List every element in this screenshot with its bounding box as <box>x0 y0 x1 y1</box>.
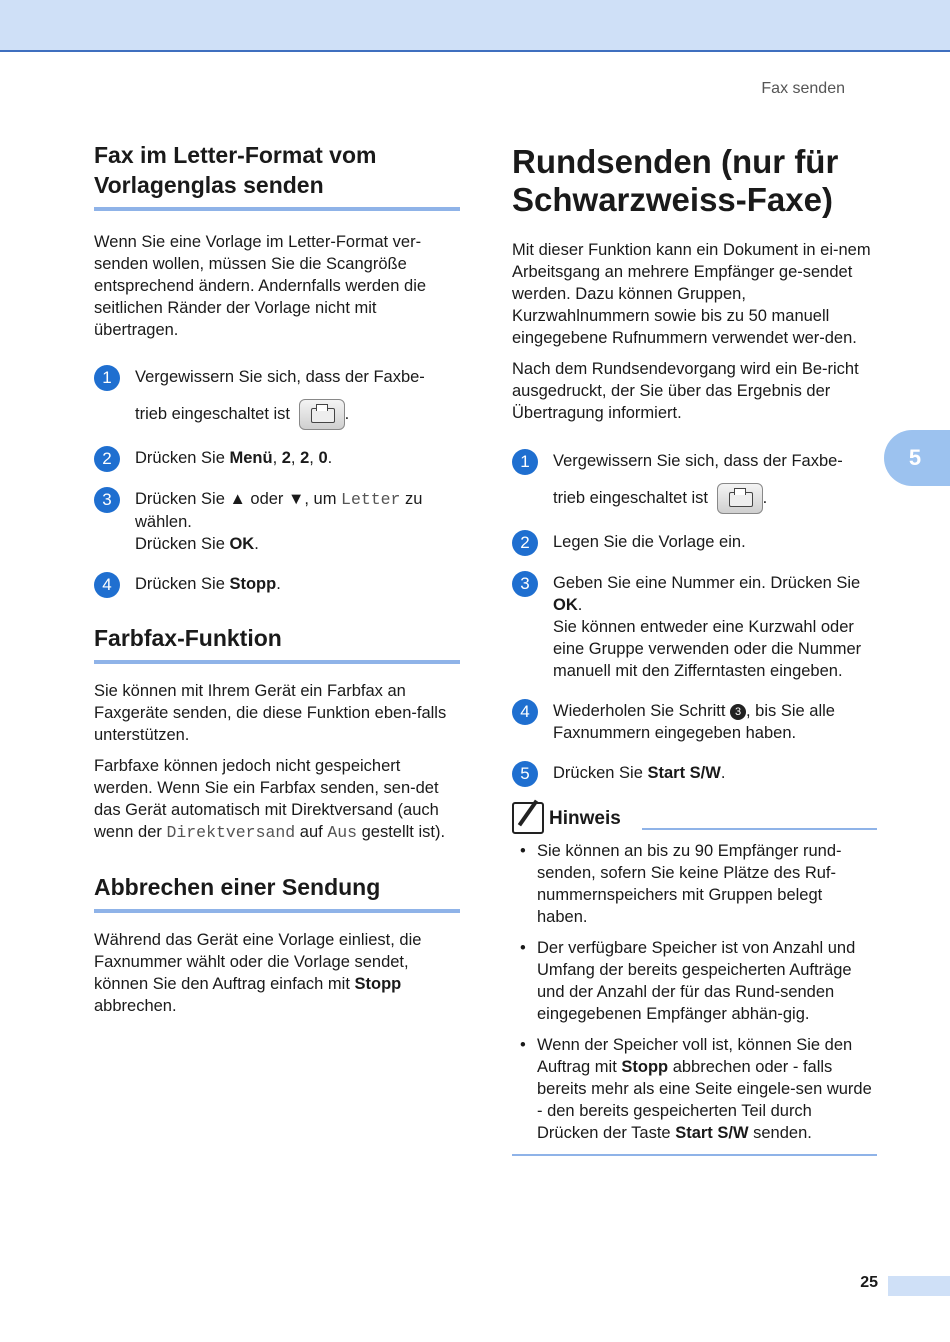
section-title-color-fax: Farbfax-Funktion <box>94 623 460 664</box>
step-number: 4 <box>512 699 538 725</box>
step-3: 3 Drücken Sie ▲ oder ▼, um Letter zu wählen. Drücken Sie OK. <box>94 488 460 555</box>
page-number: 25 <box>860 1274 878 1291</box>
paragraph: Während das Gerät eine Vorlage einliest, die Faxnummer wählt oder die Vorlage sendet, können Sie den Auftrag einfach mit Stopp abbrechen. <box>94 931 422 1015</box>
note-title: Hinweis <box>549 808 621 829</box>
list-item: • Der verfügbare Speicher ist von Anzahl und Umfang der bereits gespeicherten Aufträge und der Anzahl der für das Rund-senden eingegebenen Empfänger abhän-gig. <box>512 937 877 1025</box>
step-number: 1 <box>512 449 538 475</box>
key-label: Menü <box>229 449 273 467</box>
step-5: 5 Drücken Sie Start S/W. <box>512 762 877 784</box>
section-title-letter-format: Fax im Letter-Format vom Vorlagenglas senden <box>94 140 460 211</box>
step-2: 2 Drücken Sie Menü, 2, 2, 0. <box>94 447 460 469</box>
step-number: 2 <box>512 530 538 556</box>
step-number: 3 <box>94 487 120 513</box>
step-1: 1 Vergewissern Sie sich, dass der Faxbe- trieb eingeschaltet ist . <box>94 366 460 430</box>
step-number: 3 <box>512 571 538 597</box>
chapter-tab: 5 <box>884 430 950 486</box>
note-rule <box>642 828 877 830</box>
right-column <box>512 143 877 1156</box>
paragraph: Nach dem Rundsendevorgang wird ein Be-richt ausgedruckt, der Sie über das Ergebnis der Übertragung informiert. <box>512 360 859 422</box>
paragraph: Sie können mit Ihrem Gerät ein Farbfax an Faxgeräte senden, die diese Funktion eben-falls unterstützen. <box>94 682 447 744</box>
down-arrow-icon: ▼ <box>288 490 305 508</box>
step-number: 2 <box>94 446 120 472</box>
step-4: 4 Wiederholen Sie Schritt 3 , bis Sie alle Faxnummern eingegeben haben. <box>512 700 877 744</box>
note-header <box>512 802 877 834</box>
page-number-bar <box>888 1276 950 1296</box>
step-text: Vergewissern Sie sich, dass der Faxbe- <box>135 368 425 386</box>
list-item: • Wenn der Speicher voll ist, können Sie den Auftrag mit Stopp abbrechen oder - falls bereits mehr als eine Seite eingele-sen wurde - den bereits gespeicherten Teil durch Drücken der Taste Start S/W senden. <box>512 1034 877 1144</box>
step-2: 2 Legen Sie die Vorlage ein. <box>512 531 877 553</box>
left-column <box>94 140 460 1017</box>
up-arrow-icon: ▲ <box>229 490 246 508</box>
note-pencil-icon <box>512 802 544 834</box>
note-end-rule <box>512 1154 877 1156</box>
header-band <box>0 0 950 52</box>
lcd-text: Letter <box>341 490 401 509</box>
fax-key-icon <box>717 483 763 514</box>
running-title: Fax senden <box>761 80 845 97</box>
step-1: 1 Vergewissern Sie sich, dass der Faxbe- trieb eingeschaltet ist . <box>512 450 877 514</box>
section-title-broadcast: Rundsenden (nur für Schwarzweiss-Faxe) <box>512 143 839 218</box>
step-3: 3 Geben Sie eine Nummer ein. Drücken Sie OK. Sie können entweder eine Kurzwahl oder eine Gruppe verwenden oder die Nummer manuell mit den Zifferntasten eingeben. <box>512 572 877 682</box>
note-box <box>512 802 877 1156</box>
step-number: 5 <box>512 761 538 787</box>
step-reference: 3 <box>730 704 746 720</box>
step-number: 4 <box>94 572 120 598</box>
step-text: trieb eingeschaltet ist <box>135 404 291 423</box>
step-4: 4 Drücken Sie Stopp. <box>94 573 460 595</box>
step-number: 1 <box>94 365 120 391</box>
paragraph: Mit dieser Funktion kann ein Dokument in ei-nem Arbeitsgang an mehrere Empfänger ge-sendet werden. Dazu können Gruppen, Kurzwahlnummern sowie bis zu 50 manuell eingegebene Rufnummern verwendet wer-den. <box>512 241 871 347</box>
note-list <box>512 840 877 1144</box>
list-item: • Sie können an bis zu 90 Empfänger rund-senden, sofern Sie keine Plätze des Ruf-nummernspeichers mit Gruppen belegt haben. <box>512 840 877 928</box>
paragraph: Wenn Sie eine Vorlage im Letter-Format ver-senden wollen, müssen Sie die Scangröße entsprechend ändern. Andernfalls werden die seitlichen Ränder der Vorlage nicht mit übertragen. <box>94 233 427 339</box>
paragraph: Farbfaxe können jedoch nicht gespeichert werden. Wenn Sie ein Farbfax senden, sen-det das Gerät automatisch mit Direktversand (auch wenn der Direktversand auf Aus gestellt ist). <box>94 757 446 842</box>
fax-key-icon <box>299 399 345 430</box>
section-title-cancel: Abbrechen einer Sendung <box>94 872 460 913</box>
